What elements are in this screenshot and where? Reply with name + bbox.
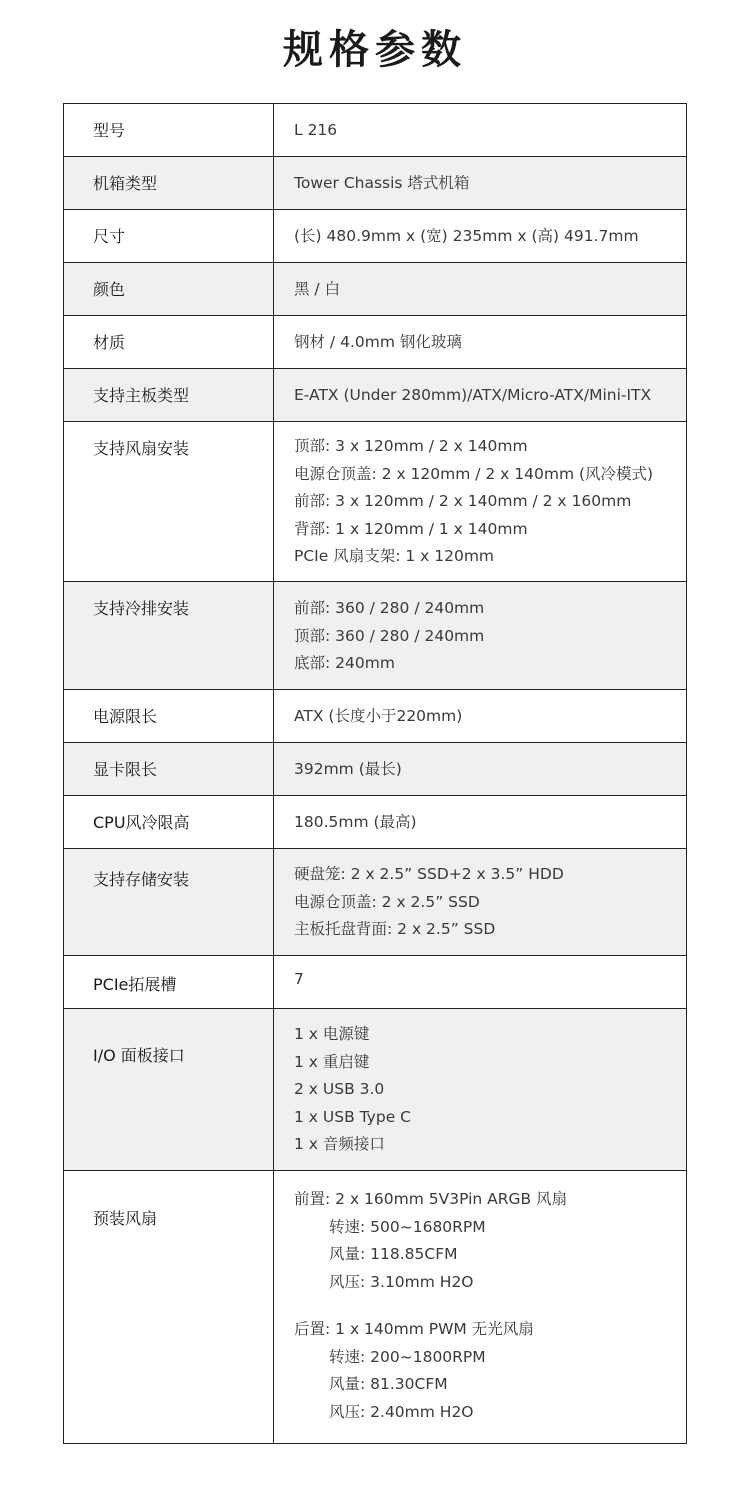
spec-value: 1 x 电源键 1 x 重启键 2 x USB 3.0 1 x USB Type C 1 x 音频接口 [274, 1009, 687, 1171]
spec-row-model [64, 104, 687, 157]
spec-row-motherboard [64, 369, 687, 422]
spec-row-gpu-length [64, 743, 687, 796]
spec-value: 392mm (最长) [274, 743, 687, 796]
spec-row-fan-support [64, 422, 687, 582]
fan-group-spacer [294, 1296, 686, 1316]
spec-value: Tower Chassis 塔式机箱 [274, 157, 687, 210]
spec-label: CPU风冷限高 [64, 796, 274, 849]
spec-label: 预装风扇 [64, 1171, 274, 1444]
spec-label: PCIe拓展槽 [64, 956, 274, 1009]
spec-value: 硬盘笼: 2 x 2.5” SSD+2 x 3.5” HDD 电源仓顶盖: 2 x 2.5” SSD 主板托盘背面: 2 x 2.5” SSD [274, 849, 687, 956]
spec-label: 支持主板类型 [64, 369, 274, 422]
spec-label: 颜色 [64, 263, 274, 316]
spec-label: I/O 面板接口 [64, 1009, 274, 1171]
spec-label: 型号 [64, 104, 274, 157]
spec-value: E-ATX (Under 280mm)/ATX/Micro-ATX/Mini-ITX [274, 369, 687, 422]
spec-label: 支持风扇安装 [64, 422, 274, 582]
page-title: 规格参数 [283, 27, 467, 73]
spec-row-storage-support [64, 849, 687, 956]
spec-label: 显卡限长 [64, 743, 274, 796]
spec-row-io-panel [64, 1009, 687, 1171]
spec-value: 顶部: 3 x 120mm / 2 x 140mm 电源仓顶盖: 2 x 120mm / 2 x 140mm (风冷模式) 前部: 3 x 120mm / 2 x 140mm / 2 x 160mm 背部: 1 x 120mm / 1 x 140mm PCIe 风扇支架: 1 x 120mm [274, 422, 687, 582]
spec-value: ATX (长度小于220mm) [274, 690, 687, 743]
spec-value: (长) 480.9mm x (宽) 235mm x (高) 491.7mm [274, 210, 687, 263]
spec-row-cpu-cooler-height [64, 796, 687, 849]
spec-row-pcie-slots [64, 956, 687, 1009]
spec-label: 材质 [64, 316, 274, 369]
spec-table [63, 103, 687, 1444]
spec-value: 钢材 / 4.0mm 钢化玻璃 [274, 316, 687, 369]
spec-row-color [64, 263, 687, 316]
rear-fan-heading: 后置: 1 x 140mm PWM 无光风扇 [294, 1320, 534, 1338]
spec-label: 尺寸 [64, 210, 274, 263]
spec-label: 支持存储安装 [64, 849, 274, 956]
spec-value: 前部: 360 / 280 / 240mm 顶部: 360 / 280 / 240mm 底部: 240mm [274, 582, 687, 690]
spec-row-material [64, 316, 687, 369]
spec-label: 支持冷排安装 [64, 582, 274, 690]
spec-label: 电源限长 [64, 690, 274, 743]
spec-value: 180.5mm (最高) [274, 796, 687, 849]
spec-value: 黑 / 白 [274, 263, 687, 316]
spec-row-radiator-support [64, 582, 687, 690]
spec-row-psu-length [64, 690, 687, 743]
spec-row-case-type [64, 157, 687, 210]
spec-value: L 216 [274, 104, 687, 157]
spec-value: 7 [274, 956, 687, 1009]
front-fan-heading: 前置: 2 x 160mm 5V3Pin ARGB 风扇 [294, 1190, 568, 1208]
spec-row-dimensions [64, 210, 687, 263]
spec-label: 机箱类型 [64, 157, 274, 210]
spec-row-preinstalled-fans [64, 1171, 687, 1444]
spec-value: 前置: 2 x 160mm 5V3Pin ARGB 风扇 转速: 500~1680RPM 风量: 118.85CFM 风压: 3.10mm H2O 后置: 1 x 140mm PWM 无光风扇 转速: 200~1800RPM 风量: 81.30CFM 风压: 2.40mm H2O [274, 1171, 687, 1444]
